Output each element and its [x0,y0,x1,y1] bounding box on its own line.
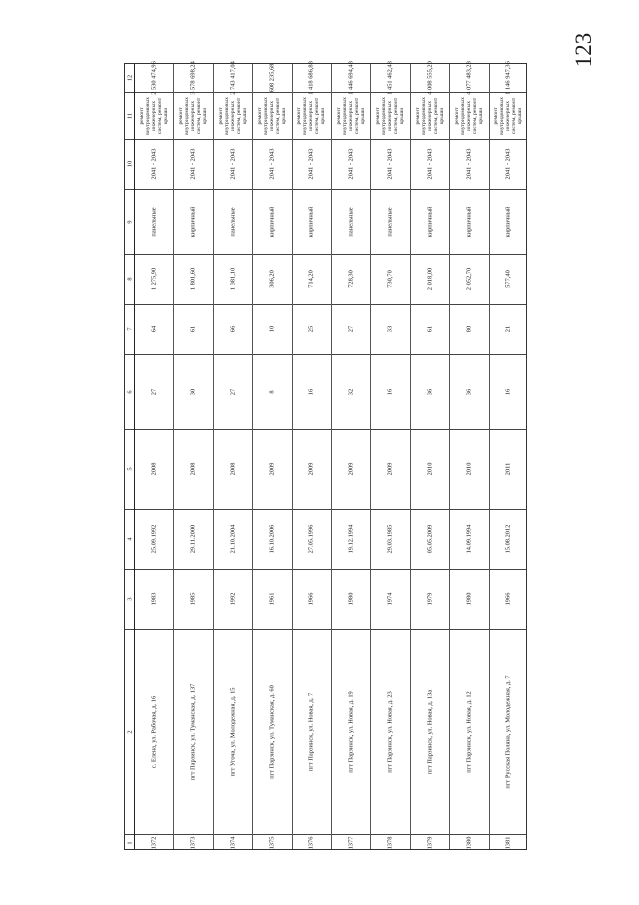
column-divider [125,189,526,190]
column-divider [125,304,526,305]
row-divider [331,64,332,849]
column-divider [125,509,526,510]
column-divider [125,139,526,140]
row-divider [449,64,450,849]
row-divider [173,64,174,849]
row-divider [252,64,253,849]
row-divider [410,64,411,849]
column-divider [125,834,526,835]
column-divider [125,629,526,630]
header-divider [134,64,135,849]
page-number: 123 [571,32,596,68]
column-divider [125,254,526,255]
row-divider [489,64,490,849]
row-divider [370,64,371,849]
row-divider [213,64,214,849]
register-table: 1 2 3 4 5 6 7 8 9 10 11 12 1372 с. Елена, ул. Рабочая, д. 16 1983 25.09.1992 2008 27 64 1 275,90 панельные 2041 - 2043 ремонт внутридомовых инженерных систем, ремонт крыши 2 530 474,96 1373 пгт Парзинск, ул. Туманская, д. 137 1985 29.11.2000 2008 30 61 1 801,60 кирпичный 2041 - 2043 ремонт внутридомовых инженерных систем, ремонт крыши 3 578 698,24 1374 пгт Угоча, ул. Молодежная, д. 15 1992 21.10.2004 2008 27 66 1 381,10 панельные 2041 - 2043 ремонт внутридомовых инженерных систем, ремонт крыши 2 743 417,04 1375 пгт Парзинск, ул. Туманская, д. 60 1961 16.10.2006 2009 8 10 306,20 кирпичный 2041 - 2043 ремонт внутридомовых инженерных систем, ремонт крыши 608 235,68 1376 пгт Парзинск, ул. Новая, д. 7 1966 27.05.1996 2009 16 25 714,20 кирпичный 2041 - 2043 ремонт внутридомовых инженерных систем, ремонт крыши 1 418 686,88 1377 пгт Парзинск, ул. Новая, д. 19 1980 19.12.1994 2009 32 27 728,30 панельные 2041 - 2043 ремонт внутридомовых инженерных систем, ремонт крыши 1 446 694,48 1378 пгт Парзинск, ул. Новая, д. 23 1974 29.03.1985 2009 16 33 730,70 панельные 2041 - 2043 ремонт внутридомовых инженерных систем, ремонт крыши 1 451 462,48 1379 пгт Парзинск, ул. Новая, д. 13а 1979 05.05.2009 2010 36 61 2 018,00 кирпичный 2041 - 2043 ремонт внутридомовых инженерных систем, ремонт крыши 4 008 555,20 1380 пгт Парзинск, ул. Новая, д. 12 1980 14.09.1994 2010 36 80 2 052,70 кирпичный 2041 - 2043 ремонт внутридомовых инженерных систем, ремонт крыши 4 077 483,28 1381 пгт Русская Поляна, ул. Молодежная, д. 7 1966 15.08.2012 2011 16 21 577,40 кирпичный 2041 - 2043 ремонт внутридомовых инженерных систем, ремонт крыши 1 146 947,36 [124,63,527,850]
column-divider [125,429,526,430]
column-divider [125,354,526,355]
column-divider [125,569,526,570]
row-divider [292,64,293,849]
